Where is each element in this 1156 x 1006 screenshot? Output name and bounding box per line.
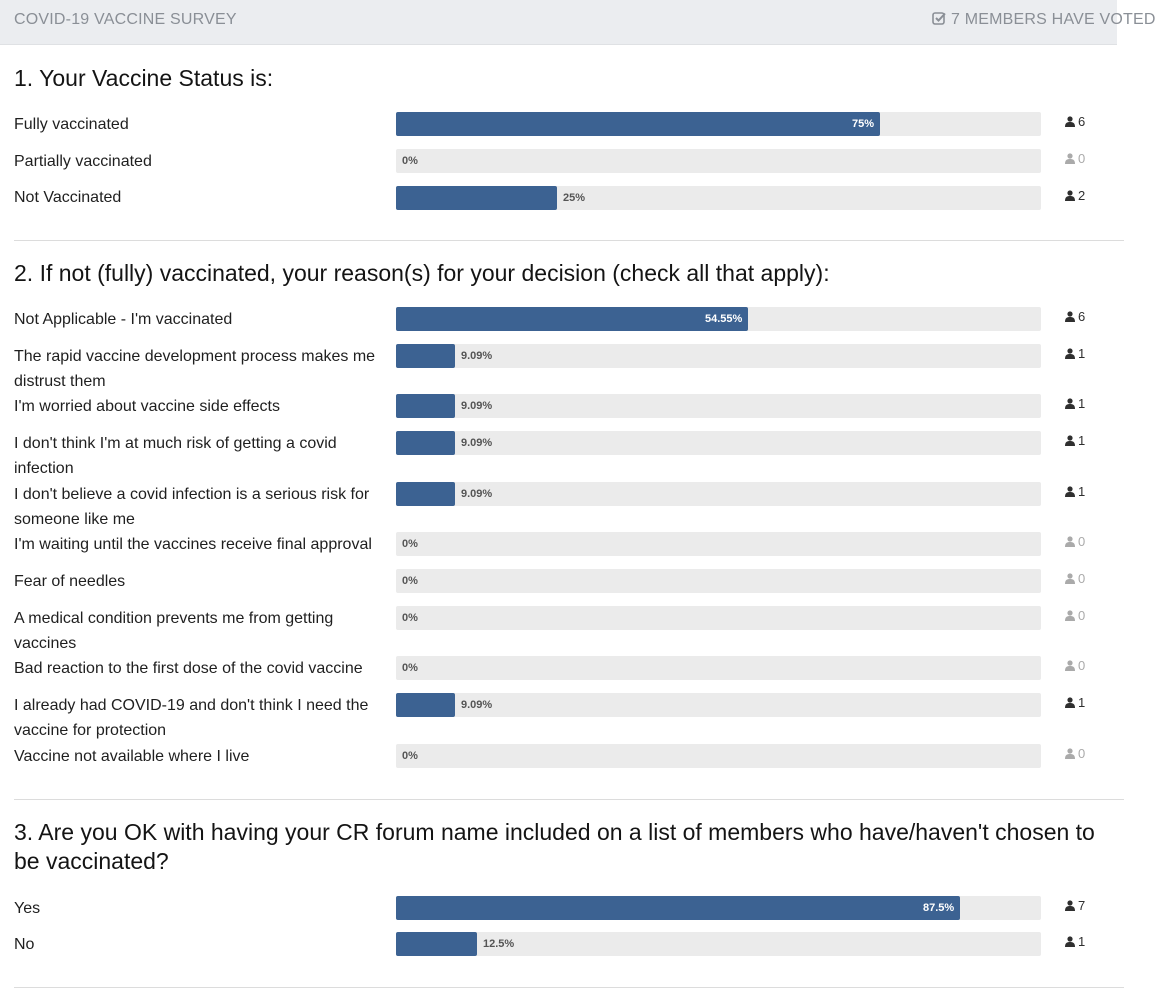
vote-count [1065,484,1085,500]
vote-count-value: 1 [1078,934,1086,949]
option-label: Not Applicable - I'm vaccinated [14,311,233,328]
percent-label: 0% [402,575,418,587]
percent-label: 9.09% [461,400,493,412]
vote-count [1065,571,1085,587]
bar-fill [396,932,477,956]
option-label: Bad reaction to the first dose of the covid vaccine [14,660,363,677]
percent-label: 9.09% [461,437,493,449]
vote-count [1065,695,1085,711]
bar-fill [396,693,455,717]
vote-count-value: 6 [1078,114,1086,129]
vote-count-value: 0 [1078,534,1086,549]
percent-label: 0% [402,750,418,762]
option-label: Vaccine not available where I live [14,748,250,765]
option-label: Fully vaccinated [14,116,129,133]
vote-count [1065,433,1085,449]
vote-count [1065,396,1085,412]
percent-label: 54.55% [705,313,743,325]
members-voted [932,11,1156,29]
result-bar [396,606,1041,630]
result-bar [396,394,1041,418]
user-icon [1065,486,1075,497]
bar-fill [396,344,455,368]
option-label: No [14,936,35,953]
result-bar [396,344,1041,368]
vote-count-value: 1 [1078,433,1086,448]
result-bar [396,186,1041,210]
result-bar [396,569,1041,593]
vote-count [1065,608,1085,624]
vote-count-value: 2 [1078,188,1086,203]
percent-label: 87.5% [923,902,955,914]
vote-count-value: 1 [1078,346,1086,361]
divider [14,987,1124,988]
survey-title: COVID-19 VACCINE SURVEY [14,11,237,28]
bar-fill [396,482,455,506]
vote-count [1065,151,1085,167]
vote-count-value: 0 [1078,608,1086,623]
question-3-title: 3. Are you OK with having your CR forum name included on a list of members who have/haven't chosen to be vaccinated? [14,819,1095,874]
result-bar [396,307,1041,331]
percent-label: 75% [852,118,875,130]
user-icon [1065,398,1075,409]
option-label: Partially vaccinated [14,153,152,170]
vote-count [1065,746,1085,762]
result-bar [396,693,1041,717]
survey-header [0,0,1156,45]
result-bar [396,431,1041,455]
bar-fill [396,186,557,210]
user-icon [1065,900,1075,911]
result-bar [396,482,1041,506]
user-icon [1065,936,1075,947]
percent-label: 0% [402,612,418,624]
user-icon [1065,748,1075,759]
vote-count [1065,309,1085,325]
option-label: I already had COVID-19 and don't think I need the vaccine for protection [14,697,369,739]
vote-count-value: 0 [1078,151,1086,166]
percent-label: 25% [563,192,586,204]
option-label: I don't think I'm at much risk of getting a covid infection [14,435,337,477]
bar-fill [396,896,960,920]
percent-label: 0% [402,662,418,674]
vote-count-value: 0 [1078,571,1086,586]
option-label: A medical condition prevents me from getting vaccines [14,610,334,652]
user-icon [1065,153,1075,164]
user-icon [1065,660,1075,671]
result-bar [396,112,1041,136]
check-square-icon [932,11,946,25]
bar-fill [396,307,748,331]
user-icon [1065,190,1075,201]
divider [14,240,1124,241]
user-icon [1065,610,1075,621]
vote-count-value: 6 [1078,309,1086,324]
result-bar [396,656,1041,680]
result-bar [396,532,1041,556]
result-bar [396,896,1041,920]
percent-label: 12.5% [483,938,515,950]
percent-label: 0% [402,155,418,167]
user-icon [1065,311,1075,322]
question-2-title: 2. If not (fully) vaccinated, your reason(s) for your decision (check all that apply): [14,260,830,286]
vote-count [1065,114,1085,130]
result-bar [396,932,1041,956]
question-1-title: 1. Your Vaccine Status is: [14,65,274,91]
option-label: Fear of needles [14,573,126,590]
vote-count-value: 1 [1078,695,1086,710]
option-label: I don't believe a covid infection is a serious risk for someone like me [14,486,370,528]
vote-count [1065,898,1085,914]
percent-label: 9.09% [461,699,493,711]
option-label: I'm worried about vaccine side effects [14,398,280,415]
user-icon [1065,435,1075,446]
bar-fill [396,394,455,418]
vote-count-value: 1 [1078,484,1086,499]
vote-count [1065,188,1085,204]
vote-count-value: 7 [1078,898,1086,913]
percent-label: 9.09% [461,350,493,362]
result-bar [396,149,1041,173]
user-icon [1065,697,1075,708]
bar-fill [396,112,880,136]
vote-count [1065,346,1085,362]
result-bar [396,744,1041,768]
user-icon [1065,573,1075,584]
members-voted-text: 7 MEMBERS HAVE VOTED [951,11,1156,28]
user-icon [1065,116,1075,127]
percent-label: 0% [402,538,418,550]
vote-count [1065,934,1085,950]
option-label: Not Vaccinated [14,189,122,206]
user-icon [1065,348,1075,359]
option-label: I'm waiting until the vaccines receive final approval [14,536,372,553]
percent-label: 9.09% [461,488,493,500]
divider [14,799,1124,800]
vote-count [1065,658,1085,674]
vote-count-value: 0 [1078,658,1086,673]
vote-count-value: 1 [1078,396,1086,411]
option-label: Yes [14,900,41,917]
vote-count [1065,534,1085,550]
user-icon [1065,536,1075,547]
vote-count-value: 0 [1078,746,1086,761]
option-label: The rapid vaccine development process makes me distrust them [14,348,376,390]
bar-fill [396,431,455,455]
